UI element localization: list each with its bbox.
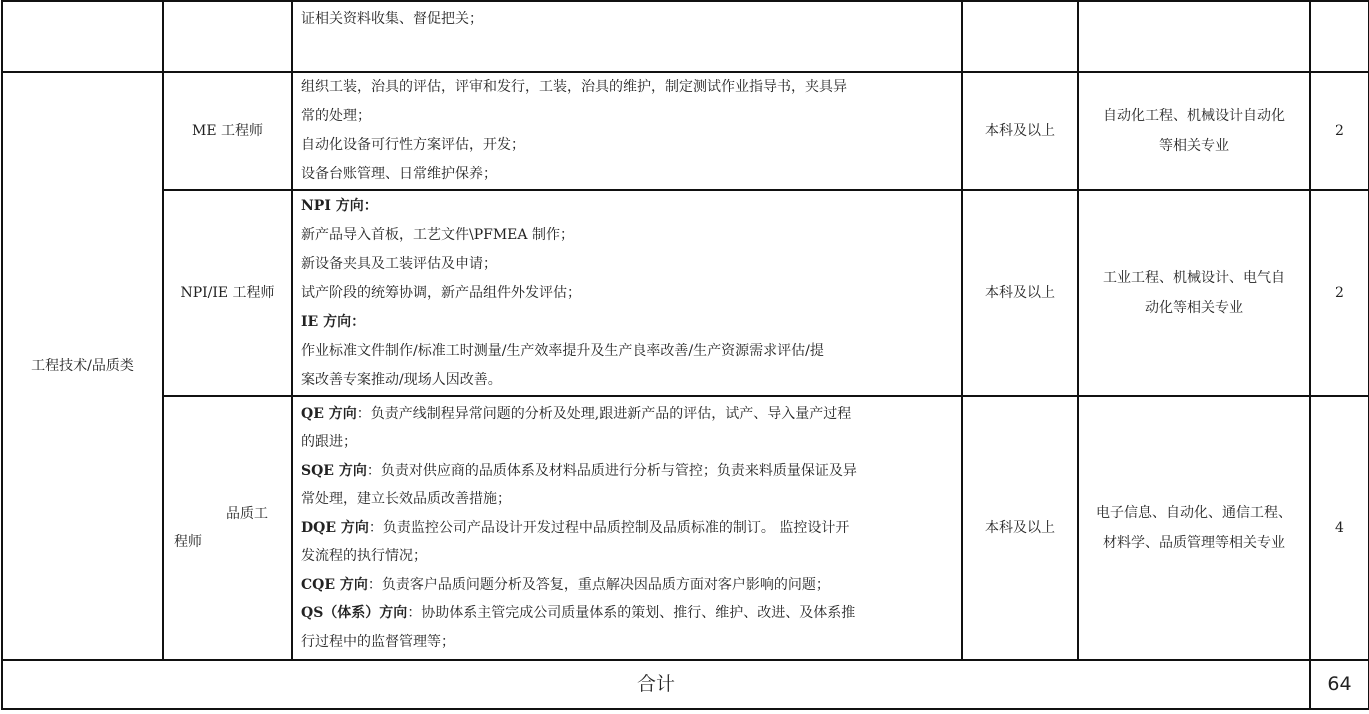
section-heading: CQE 方向 [301, 576, 368, 593]
duty-cell [292, 1, 962, 72]
total-value: 64 [1310, 660, 1369, 709]
duty-line: 作业标准文件制作/标准工时测量/生产效率提升及生产良率改善/生产资源需求评估/提 [301, 342, 824, 359]
position-cell: ME 工程师 [163, 72, 292, 190]
duty-cell [292, 190, 962, 396]
section-heading: SQE 方向 [301, 462, 367, 479]
duty-line: 设备台账管理、日常维护保养； [301, 166, 497, 182]
count-cell: 2 [1310, 72, 1369, 190]
major-cell [1078, 396, 1310, 660]
major-line: 自动化工程、机械设计自动化 [1103, 108, 1285, 124]
total-label: 合计 [2, 660, 1310, 709]
count-cell: 2 [1310, 190, 1369, 396]
position-line: 品质工 [226, 506, 268, 522]
duty-line: 案改善专案推动/现场人因改善。 [301, 371, 502, 388]
major-cell [1078, 190, 1310, 396]
count-cell-empty [1310, 1, 1369, 72]
table-row-me [2, 72, 1369, 190]
section-heading: DQE 方向 [301, 519, 369, 536]
duty-line: 试产阶段的统筹协调，新产品组件外发评估； [301, 284, 581, 301]
education-cell: 本科及以上 [962, 72, 1078, 190]
duty-line: 发流程的执行情况； [301, 548, 427, 565]
category-cell: 工程技术/品质类 [2, 72, 163, 660]
duty-line: 组织工装，治具的评估，评审和发行，工装，治具的维护，制定测试作业指导书，夹具异 [301, 79, 847, 95]
section-heading: IE 方向： [301, 313, 366, 330]
education-cell: 本科及以上 [962, 396, 1078, 660]
duty-line: 常处理，建立长效品质改善措施； [301, 491, 511, 508]
duty-line: QS（体系）方向：协助体系主管完成公司质量体系的策划、推行、维护、改进、及体系推 [301, 605, 856, 622]
major-line: 材料学、品质管理等相关专业 [1103, 535, 1285, 551]
education-cell-empty [962, 1, 1078, 72]
recruitment-table [1, 0, 1369, 710]
duty-line: 的跟进； [301, 434, 357, 451]
continuation-row [2, 1, 1369, 72]
duty-line: 新产品导入首板，工艺文件\PFMEA 制作； [301, 226, 574, 243]
position-cell [163, 396, 292, 660]
duty-line: 新设备夹具及工装评估及申请； [301, 255, 497, 272]
table-row-npi-ie [2, 190, 1369, 396]
major-line: 工业工程、机械设计、电气自 [1103, 270, 1285, 286]
duty-line: QE 方向：负责产线制程异常问题的分析及处理,跟进新产品的评估，试产、导入量产过程 [301, 405, 852, 422]
major-line: 电子信息、自动化、通信工程、 [1096, 505, 1292, 521]
duty-line: DQE 方向：负责监控公司产品设计开发过程中品质控制及品质标准的制订。 监控设计开 [301, 519, 850, 536]
major-cell [1078, 72, 1310, 190]
section-heading: QS（体系）方向 [301, 605, 408, 622]
category-cell-empty [2, 1, 163, 72]
duty-line: 证相关资料收集、督促把关； [301, 11, 483, 27]
position-cell: NPI/IE 工程师 [163, 190, 292, 396]
table-row-quality [2, 396, 1369, 660]
duty-cell [292, 72, 962, 190]
duty-line: 常的处理； [301, 108, 371, 124]
total-row [2, 660, 1369, 709]
duty-line: SQE 方向：负责对供应商的品质体系及材料品质进行分析与管控；负责来料质量保证及异 [301, 462, 857, 479]
position-cell-empty [163, 1, 292, 72]
duty-line: 行过程中的监督管理等； [301, 633, 455, 650]
education-cell: 本科及以上 [962, 190, 1078, 396]
section-heading: NPI 方向： [301, 197, 378, 214]
position-line: 程师 [174, 534, 202, 550]
duty-line: CQE 方向：负责客户品质问题分析及答复，重点解决因品质方面对客户影响的问题； [301, 576, 830, 593]
duty-cell [292, 396, 962, 660]
major-line: 等相关专业 [1159, 138, 1229, 154]
major-cell-empty [1078, 1, 1310, 72]
major-line: 动化等相关专业 [1145, 300, 1243, 316]
duty-line: 自动化设备可行性方案评估，开发； [301, 137, 525, 153]
section-heading: QE 方向 [301, 405, 357, 422]
count-cell: 4 [1310, 396, 1369, 660]
